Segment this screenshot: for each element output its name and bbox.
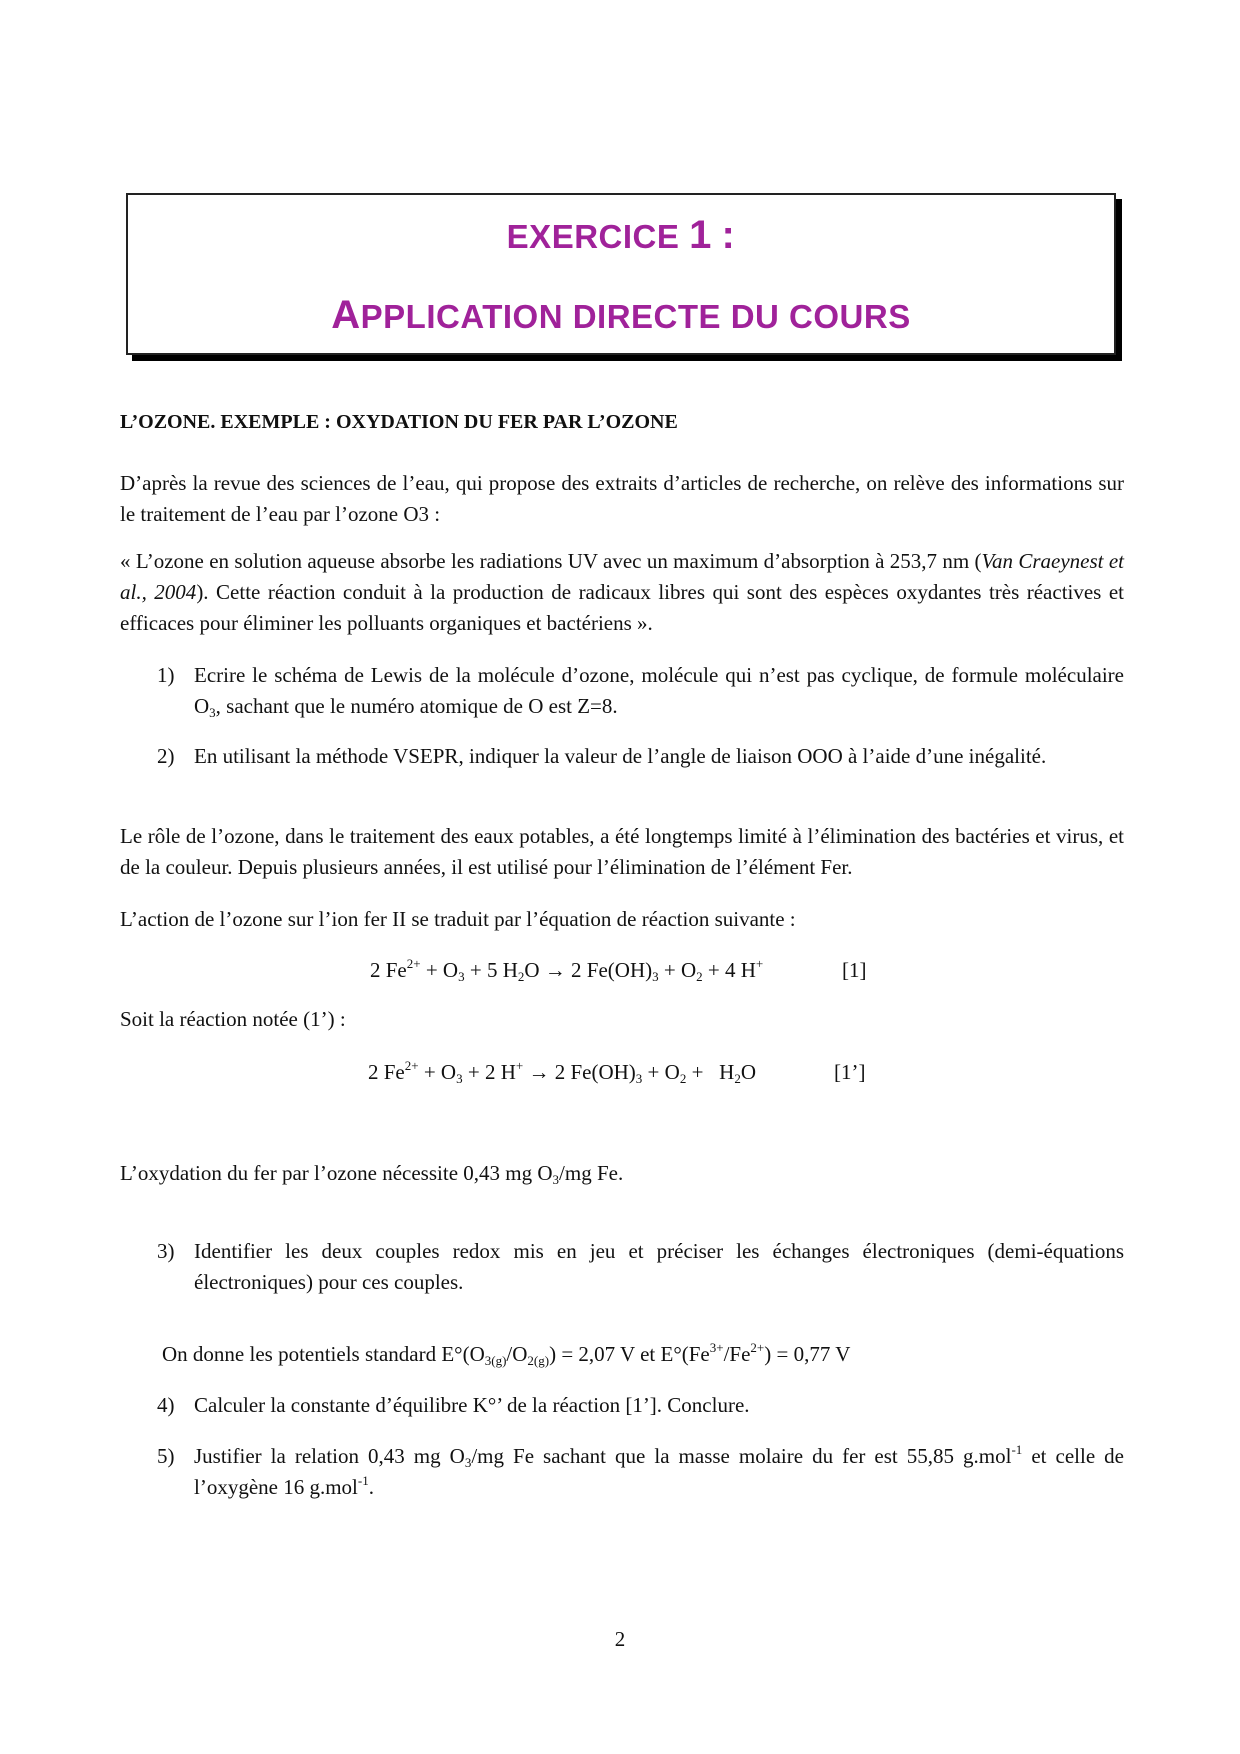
question-4: 4) Calculer la constante d’équilibre K°’ de la réaction [1’]. Conclure. xyxy=(157,1393,750,1417)
soit-paragraph: Soit la réaction notée (1’) : xyxy=(120,1007,346,1031)
question-3: 3) Identifier les deux couples redox mis en jeu et préciser les échanges électroniques (demi-équations électroniques) pour ces couples. xyxy=(157,1239,1124,1294)
oxydation-paragraph: L’oxydation du fer par l’ozone nécessite 0,43 mg $O_3/mg$ Fe. xyxy=(120,1161,624,1187)
section-title: L’OZONE. EXEMPLE : OXYDATION DU FER PAR L’OZONE xyxy=(120,411,678,433)
page-number: 2 xyxy=(614,1627,626,1651)
question-2: 2) En utilisant la méthode VSEPR, indiquer la valeur de l’angle de liaison OOO à l’aide d’une inégalité. xyxy=(157,744,1047,768)
equation-2: 2 $Fe^{2+} + O_3 + 2$ H+ → 2 $Fe(OH)_3 + O_2 + H_2O$ xyxy=(368,1058,756,1086)
question-5: 5) Justifier la relation 0,43 mg $O_3/mg$ Fe sachant que la masse molaire du fer est 55,85 g.mol$^{-1}$ et celle de l’oxygène 16 g.mol$^{-1}$. xyxy=(157,1442,1124,1499)
exercise-subtitle: APPLICATION DIRECTE DU COURS xyxy=(331,293,911,337)
action-paragraph: L’action de l’ozone sur l’ion fer II se traduit par l’équation de réaction suivante : xyxy=(120,907,796,931)
exercise-title-box xyxy=(126,193,1116,355)
equation-1: 2 $Fe^{2+} + O_3 + 5$ $H_2O \to 2$ $Fe(OH)_3 + O_2 + 4$ H+ xyxy=(370,956,764,984)
question-1: 1) Ecrire le schéma de Lewis de la molécule d’ozone, molécule qui n’est pas cyclique, de formule moléculaire $O_3$, sachant que le numéro atomique de O est Z=8. xyxy=(157,663,1124,720)
intro-paragraph: D’après la revue des sciences de l’eau, qui propose des extraits d’articles de recherche, on relève des informations sur le traitement de l’eau par l’ozone O3 : xyxy=(120,471,1124,526)
equation-1-label: [1] xyxy=(842,958,867,982)
quote-paragraph: « L’ozone en solution aqueuse absorbe les radiations UV avec un maximum d’absorption à 253,7 nm (Van Craeynest et al., 2004). Cette réaction conduit à la production de radicaux libres qui sont des espèces oxydantes très réactives et efficaces pour éliminer les polluants organiques et bactériens ». xyxy=(120,549,1124,635)
equation-2-label: [1’] xyxy=(834,1060,866,1084)
role-paragraph: Le rôle de l’ozone, dans le traitement des eaux potables, a été longtemps limité à l’élimination des bactéries et virus, et de la couleur. Depuis plusieurs années, il est utilisé pour l’élimination de l’élément Fer. xyxy=(120,824,1124,879)
exercise-title: EXERCICE 1 : xyxy=(506,213,736,257)
potentials-line: On donne les potentiels standard $E^\circ(O_{3(g)}/O_{2(g)}) = 2,07$ V et $E^\circ(Fe^{3+}/Fe^{2+}) = 0,77$ V xyxy=(162,1340,851,1368)
